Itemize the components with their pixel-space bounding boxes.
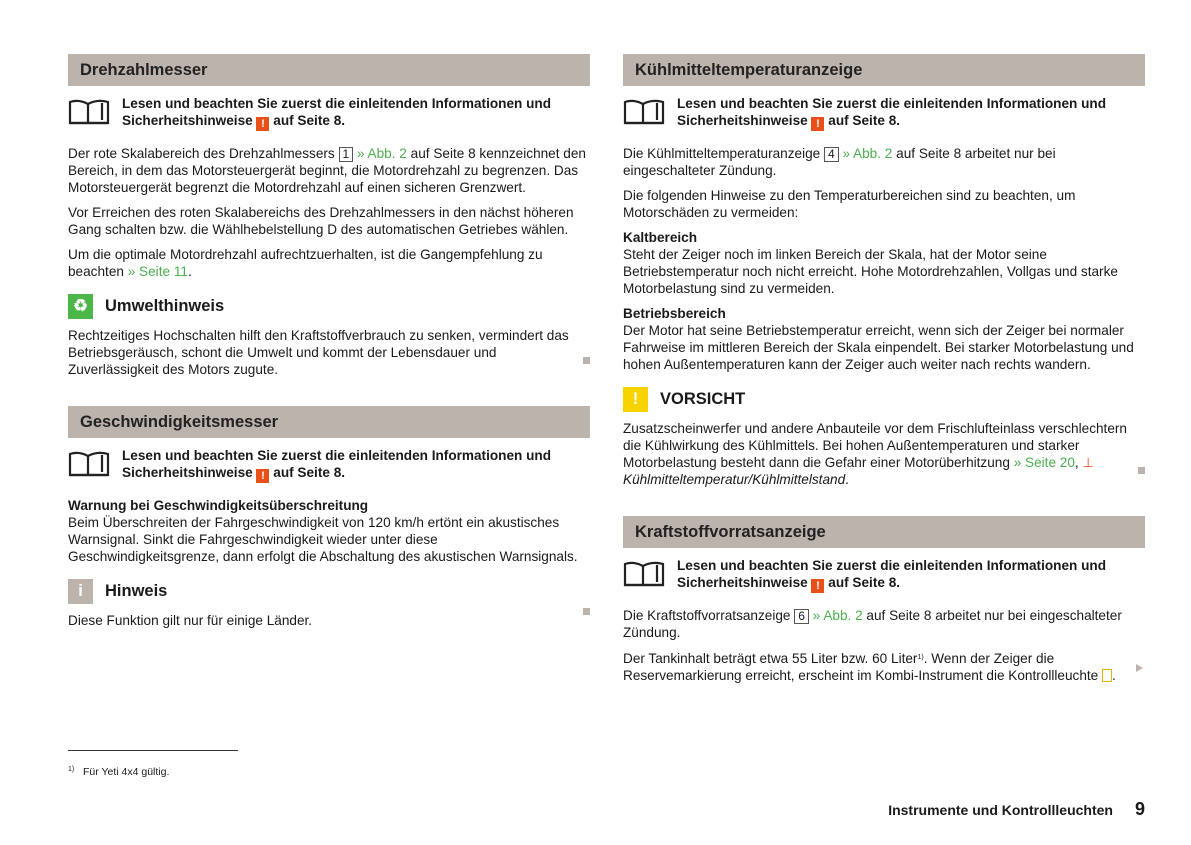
chapter-title: Instrumente und Kontrollleuchten — [888, 802, 1113, 818]
note-text: Lesen und beachten Sie zuerst die einleitenden Informationen und Sicherheitshinweise — [677, 558, 1107, 590]
section-title: Geschwindigkeitsmesser — [68, 406, 590, 438]
read-note — [68, 447, 590, 483]
paragraph: Der rote Skalabereich des Drehzahlmessers 1 » Abb. 2 auf Seite 8 kennzeichnet den Bereich, in dem das Motorsteuergerät beginnt, die Motordrehzahl zu begrenzen. Das Motorsteuergerät begrenzt die Motordrehzahl auf einen sicheren Grenzwert. — [68, 146, 586, 195]
warning-icon: ! — [811, 579, 824, 593]
read-note — [623, 557, 1145, 593]
section-geschwindigkeitsmesser — [68, 406, 590, 629]
caution-text: Zusatzscheinwerfer und andere Anbauteile vor dem Frischlufteinlass verschlechtern die Kühlwirkung des Kühlmittels. Bei hohen Außentemperaturen und starker Motorbelastung besteht dann die Gefahr einer Motorüberhitzung » Seite 20, ⊥ Kühlmitteltemperatur/Kühlmittelstand. — [623, 421, 1127, 487]
paragraph: Die folgenden Hinweise zu den Temperaturbereichen sind zu beachten, um Motorschäden zu vermeiden: — [623, 188, 1076, 220]
paragraph: Vor Erreichen des roten Skalabereichs des Drehzahlmessers in den nächst höheren Gang schalten bzw. die Wählhebelstellung D des automatischen Getriebes wählen. — [68, 205, 574, 237]
hint-text: Diese Funktion gilt nur für einige Länder. — [68, 613, 313, 628]
paragraph: Die Kraftstoffvorratsanzeige 6 » Abb. 2 auf Seite 8 arbeitet nur bei eingeschalteter Zündung. — [623, 608, 1122, 640]
env-text: Rechtzeitiges Hochschalten hilft den Kraftstoffverbrauch zu senken, vermindert das Betriebsgeräusch, schont die Umwelt und kommt der Lebensdauer und Zuverlässigkeit des Motors zugute. — [68, 328, 569, 377]
note-text: Lesen und beachten Sie zuerst die einleitenden Informationen und Sicherheitshinweise — [122, 96, 552, 128]
paragraph: Um die optimale Motordrehzahl aufrechtzuerhalten, ist die Gangempfehlung zu beachten » Seite 11. — [68, 247, 543, 279]
section-end-marker — [583, 357, 590, 364]
info-icon: i — [68, 579, 93, 604]
warning-icon: ! — [256, 469, 269, 483]
note-text: Lesen und beachten Sie zuerst die einleitenden Informationen und Sicherheitshinweise — [122, 448, 552, 480]
paragraph: Beim Überschreiten der Fahrgeschwindigkeit von 120 km/h ertönt ein akustisches Warnsignal. Sinkt die Fahrgeschwindigkeit wieder unter diese Geschwindigkeitsgrenze, dann erfolgt die Abschaltung des akustischen Warnsignals. — [68, 515, 578, 564]
section-title: Kühlmitteltemperaturanzeige — [623, 54, 1145, 86]
page-footer — [888, 801, 1145, 819]
right-column — [623, 54, 1145, 692]
figure-link[interactable]: » Abb. 2 — [812, 608, 863, 623]
subheading: Warnung bei Geschwindigkeitsüberschreitung — [68, 498, 369, 513]
continue-arrow-icon — [1136, 664, 1143, 672]
note-page-link[interactable]: auf Seite 8. — [828, 113, 901, 128]
read-note — [68, 95, 590, 131]
section-kuehlmittel — [623, 54, 1145, 488]
figure-link[interactable]: » Abb. 2 — [356, 146, 407, 161]
paragraph: Die Kühlmitteltemperaturanzeige 4 » Abb. 2 auf Seite 8 arbeitet nur bei eingeschalteter Zündung. — [623, 146, 1056, 178]
figure-callout: 1 — [339, 147, 354, 162]
paragraph: Der Tankinhalt beträgt etwa 55 Liter bzw. 60 Liter$^{1)}$. Wenn der Zeiger die Reservemarkierung erreicht, erscheint im Kombi-Instrument die Kontrollleuchte . — [623, 651, 1116, 683]
page-number: 9 — [1134, 799, 1145, 819]
page-link[interactable]: » Seite 11 — [127, 264, 188, 279]
figure-callout: 4 — [824, 147, 839, 162]
section-end-marker — [1138, 467, 1145, 474]
left-column — [68, 54, 590, 637]
section-drehzahlmesser — [68, 54, 590, 378]
subheading: Kaltbereich — [623, 230, 698, 245]
page-link[interactable]: » Seite 20 — [1013, 455, 1075, 470]
warning-icon: ! — [811, 117, 824, 131]
read-note — [623, 95, 1145, 131]
caution-icon: ! — [623, 387, 648, 412]
env-heading: ♻ Umwelthinweis — [68, 294, 590, 319]
warning-icon: ! — [256, 117, 269, 131]
footnote-divider — [68, 750, 238, 751]
book-icon — [623, 560, 665, 588]
footnote-ref: 1) — [917, 654, 924, 661]
note-text: Lesen und beachten Sie zuerst die einleitenden Informationen und Sicherheitshinweise — [677, 96, 1107, 128]
section-end-marker — [583, 608, 590, 615]
figure-callout: 6 — [794, 609, 809, 624]
section-kraftstoff — [623, 516, 1145, 684]
recycle-icon: ♻ — [68, 294, 93, 319]
subheading: Betriebsbereich — [623, 306, 726, 321]
coolant-temperature-icon: ⊥ — [1082, 455, 1094, 470]
paragraph: Der Motor hat seine Betriebstemperatur erreicht, wenn sich der Zeiger bei normaler Fahrweise im mittleren Bereich der Skala einpendelt. Bei starker Motorbelastung und hohen Außentemperaturen kann der Zeiger auch weiter nach rechts wandern. — [623, 323, 1134, 372]
section-title: Kraftstoffvorratsanzeige — [623, 516, 1145, 548]
figure-link[interactable]: » Abb. 2 — [842, 146, 893, 161]
hint-heading: i Hinweis — [68, 579, 590, 604]
book-icon — [68, 450, 110, 478]
note-page-link[interactable]: auf Seite 8. — [273, 113, 346, 128]
book-icon — [68, 98, 110, 126]
section-title: Drehzahlmesser — [68, 54, 590, 86]
fuel-warning-icon — [1102, 669, 1112, 682]
footnote: $^{1)}$ Für Yeti 4x4 gültig. — [68, 766, 170, 778]
caution-heading: ! VORSICHT — [623, 387, 1145, 412]
book-icon — [623, 98, 665, 126]
note-page-link[interactable]: auf Seite 8. — [828, 575, 901, 590]
note-page-link[interactable]: auf Seite 8. — [273, 465, 346, 480]
paragraph: Steht der Zeiger noch im linken Bereich der Skala, hat der Motor seine Betriebstemperatur noch nicht erreicht. Hohe Motordrehzahlen, Vollgas und starke Motorbelastung sind zu vermeiden. — [623, 247, 1118, 296]
